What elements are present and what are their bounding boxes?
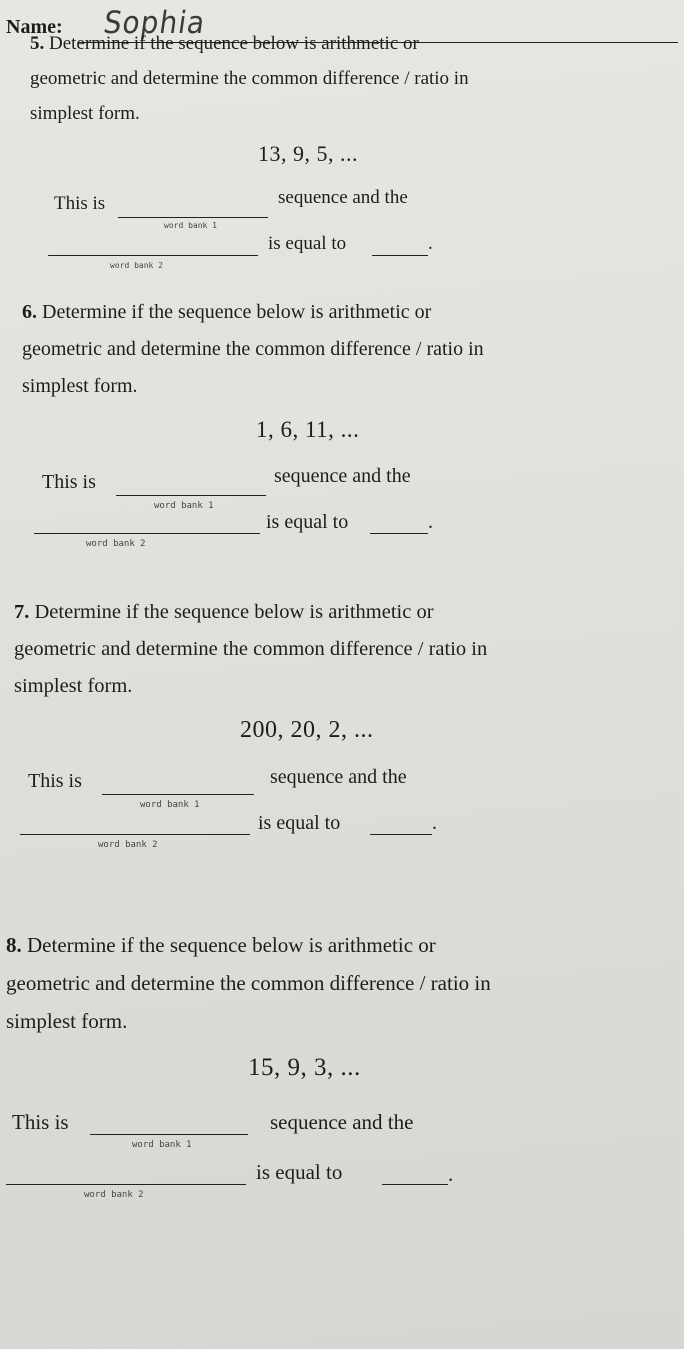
fill-row-2 [14,806,674,852]
is-equal-to-text: is equal to [256,1160,343,1184]
word-bank-1-blank[interactable] [116,495,266,496]
word-bank-1-blank[interactable] [90,1134,248,1135]
fill-row-2 [30,227,670,273]
this-is-text: This is [28,770,82,792]
sequence: 15, 9, 3, ... [248,1054,361,1081]
prompt-line-1: Determine if the sequence below is arithmetic or [34,601,434,623]
prompt-line-1: Determine if the sequence below is arithmetic or [27,933,436,957]
problem-number: 7. [14,601,30,623]
period: . [428,511,433,533]
word-bank-1-blank[interactable] [102,794,254,795]
word-bank-1-label: word bank 1 [154,501,214,511]
period: . [428,233,433,254]
problem-7 [14,594,674,852]
word-bank-2-blank[interactable] [48,255,258,256]
period: . [432,812,437,834]
prompt-line-1: Determine if the sequence below is arithmetic or [42,301,432,323]
word-bank-1-blank[interactable] [118,217,268,218]
prompt-line-2: geometric and determine the common difference / ratio in [6,971,491,995]
fill-row-1 [22,459,672,511]
name-label: Name: [6,16,63,38]
word-bank-2-blank[interactable] [34,533,260,534]
problem-number: 8. [6,933,22,957]
name-value: Sophia [101,4,208,41]
sequence-and-the-text: sequence and the [270,1110,414,1134]
problem-prompt [14,594,674,705]
prompt-line-1: Determine if the sequence below is arithmetic or [49,33,419,54]
sequence: 200, 20, 2, ... [240,717,374,743]
word-bank-2-label: word bank 2 [86,539,146,549]
fill-row-2 [6,1154,676,1200]
prompt-line-3: simplest form. [22,375,138,397]
fill-row-1 [30,181,670,230]
answer-blank[interactable] [372,255,428,256]
prompt-line-3: simplest form. [30,103,140,124]
prompt-line-2: geometric and determine the common difference / ratio in [14,638,488,660]
this-is-text: This is [54,193,106,214]
sequence: 1, 6, 11, ... [256,417,360,442]
prompt-line-2: geometric and determine the common difference / ratio in [22,338,484,360]
word-bank-2-label: word bank 2 [98,840,158,850]
fill-row-2 [22,505,672,551]
word-bank-2-label: word bank 2 [110,261,163,270]
sequence-and-the-text: sequence and the [274,465,411,487]
answer-blank[interactable] [382,1184,448,1185]
this-is-text: This is [42,471,96,493]
sequence: 13, 9, 5, ... [258,141,358,166]
word-bank-2-label: word bank 2 [84,1190,144,1200]
answer-blank[interactable] [370,834,432,835]
problem-number: 6. [22,301,37,323]
problem-8 [6,926,676,1200]
sequence-and-the-text: sequence and the [278,187,408,208]
fill-row-1 [6,1102,676,1148]
word-bank-1-label: word bank 1 [140,800,200,810]
prompt-line-2: geometric and determine the common difference / ratio in [30,68,469,89]
answer-blank[interactable] [370,533,428,534]
word-bank-1-label: word bank 1 [132,1140,192,1150]
problem-number: 5. [30,33,45,54]
prompt-line-3: simplest form. [14,675,133,697]
problem-prompt [30,26,670,131]
word-bank-1-label: word bank 1 [164,221,217,230]
is-equal-to-text: is equal to [268,233,347,254]
word-bank-2-blank[interactable] [20,834,250,835]
is-equal-to-text: is equal to [266,511,349,533]
problem-prompt [22,294,672,405]
is-equal-to-text: is equal to [258,812,341,834]
sequence-and-the-text: sequence and the [270,766,407,788]
this-is-text: This is [12,1110,69,1134]
problem-prompt [6,926,676,1040]
word-bank-2-blank[interactable] [6,1184,246,1185]
period: . [448,1162,454,1186]
fill-row-1 [14,760,674,810]
prompt-line-3: simplest form. [6,1009,128,1033]
problem-6 [22,294,672,551]
problem-5 [30,26,670,273]
